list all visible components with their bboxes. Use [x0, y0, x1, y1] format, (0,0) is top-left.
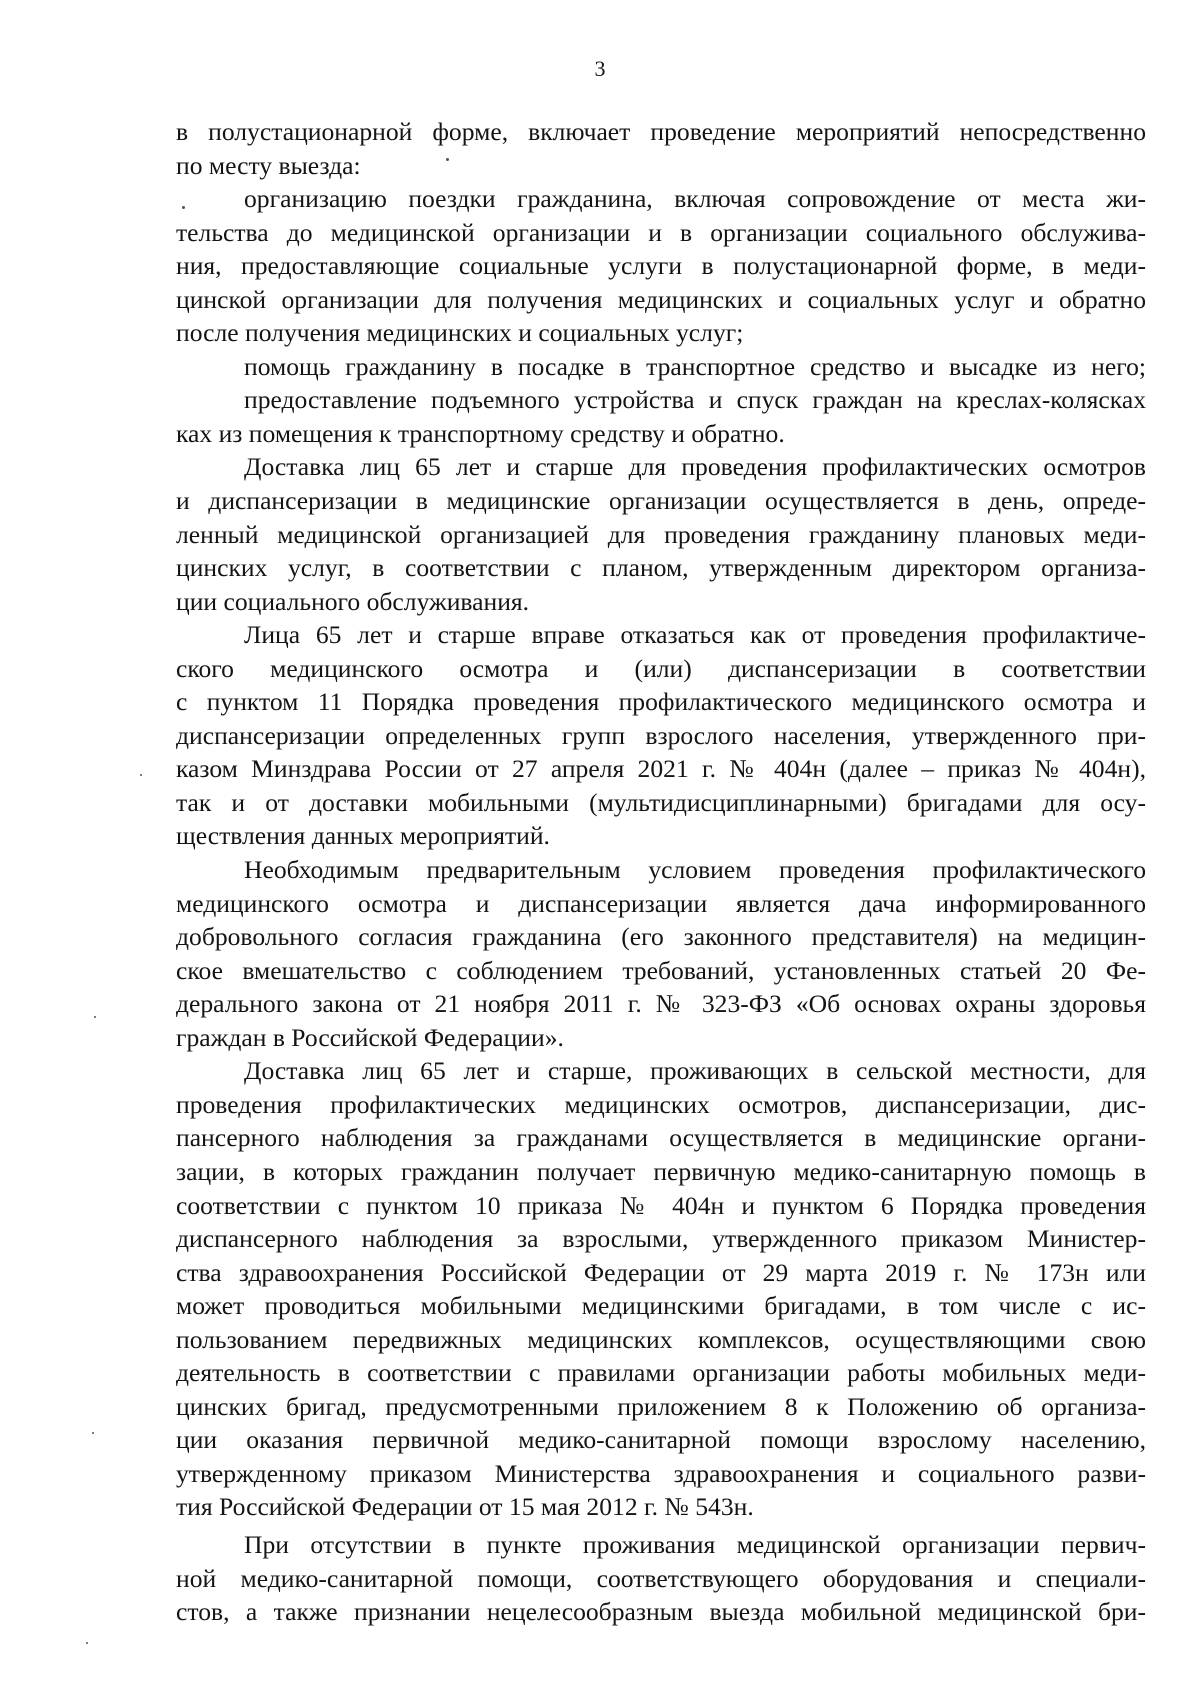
text-line: цинских бригад, предусмотренными приложением 8 к Положению об организа- [176, 1391, 1146, 1421]
text-line: деятельность в соответствии с правилами организации работы мобильных меди- [176, 1358, 1146, 1388]
text-line: утвержденному приказом Министерства здравоохранения и социального разви- [176, 1458, 1146, 1488]
text-line: При отсутствии в пункте проживания медицинской организации первич- [244, 1529, 1146, 1559]
text-line: Доставка лиц 65 лет и старше, проживающих в сельской местности, для [244, 1056, 1146, 1086]
text-line: Лица 65 лет и старше вправе отказаться как от проведения профилактиче- [244, 620, 1146, 650]
text-line: ществления данных мероприятий. [176, 821, 550, 851]
text-line: диспансерного наблюдения за взрослыми, утвержденного приказом Министер- [176, 1224, 1146, 1254]
text-line: ции социального обслуживания. [176, 586, 530, 616]
text-line: дерального закона от 21 ноября 2011 г. № 323-ФЗ «Об основах охраны здоровья [176, 989, 1146, 1019]
text-line: соответствии с пунктом 10 приказа № 404н и пунктом 6 Порядка проведения [176, 1190, 1146, 1220]
text-line: граждан в Российской Федерации». [176, 1022, 564, 1052]
text-line: предоставление подъемного устройства и спуск граждан на креслах-колясках [244, 385, 1146, 415]
text-line: медицинского осмотра и диспансеризации является дача информированного [176, 888, 1146, 918]
text-line: так и от доставки мобильными (мультидисциплинарными) бригадами для осу- [176, 787, 1146, 817]
scan-speck [94, 1016, 96, 1018]
text-line: ства здравоохранения Российской Федерации от 29 марта 2019 г. № 173н или [176, 1257, 1146, 1287]
text-line: добровольного согласия гражданина (его законного представителя) на медицин- [176, 922, 1146, 952]
text-line: ское вмешательство с соблюдением требований, установленных статьей 20 Фе- [176, 955, 1146, 985]
text-line: с пунктом 11 Порядка проведения профилактического медицинского осмотра и [176, 687, 1146, 717]
text-line: ках из помещения к транспортному средству и обратно. [176, 418, 785, 448]
text-line: ной медико-санитарной помощи, соответствующего оборудования и специали- [176, 1563, 1146, 1593]
text-line: зации, в которых гражданин получает первичную медико-санитарную помощь в [176, 1156, 1146, 1186]
text-line: казом Минздрава России от 27 апреля 2021 г. № 404н (далее – приказ № 404н), [176, 754, 1146, 784]
text-line: ния, предоставляющие социальные услуги в полустационарной форме, в меди- [176, 251, 1146, 281]
body-text [176, 115, 1146, 1629]
scan-speck [182, 206, 185, 209]
text-line: тельства до медицинской организации и в организации социального обслужива- [176, 217, 1146, 247]
scan-speck [446, 158, 449, 161]
text-line: тия Российской Федерации от 15 мая 2012 г. № 543н. [176, 1492, 754, 1522]
text-line: пользованием передвижных медицинских комплексов, осуществляющими свою [176, 1324, 1146, 1354]
text-line: Доставка лиц 65 лет и старше для проведения профилактических осмотров [244, 452, 1146, 482]
text-line: цинских услуг, в соответствии с планом, утвержденным директором организа- [176, 553, 1146, 583]
scan-speck [86, 1642, 88, 1644]
text-line: по месту выезда: [176, 150, 361, 180]
text-line: стов, а также признании нецелесообразным выезда мобильной медицинской бри- [176, 1597, 1146, 1627]
text-line: диспансеризации определенных групп взрослого населения, утвержденного при- [176, 720, 1146, 750]
text-line: организацию поездки гражданина, включая сопровождение от места жи- [244, 184, 1146, 214]
scan-speck [140, 774, 142, 776]
text-line: помощь гражданину в посадке в транспортное средство и высадке из него; [244, 351, 1146, 381]
scan-speck [92, 1432, 94, 1434]
text-line: и диспансеризации в медицинские организации осуществляется в день, опреде- [176, 486, 1146, 516]
text-line: после получения медицинских и социальных услуг; [176, 318, 744, 348]
text-line: может проводиться мобильными медицинскими бригадами, в том числе с ис- [176, 1291, 1146, 1321]
text-line: ленный медицинской организацией для проведения гражданину плановых меди- [176, 519, 1146, 549]
text-line: в полустационарной форме, включает проведение мероприятий непосредственно [176, 117, 1146, 146]
page-number: 3 [594, 56, 606, 81]
text-line: ции оказания первичной медико-санитарной помощи взрослому населению, [176, 1425, 1146, 1455]
text-line: цинской организации для получения медицинских и социальных услуг и обратно [176, 284, 1146, 314]
text-line: Необходимым предварительным условием проведения профилактического [244, 855, 1146, 885]
text-line: пансерного наблюдения за гражданами осуществляется в медицинские органи- [176, 1123, 1146, 1153]
text-line: ского медицинского осмотра и (или) диспансеризации в соответствии [176, 653, 1146, 683]
text-line: проведения профилактических медицинских осмотров, диспансеризации, дис- [176, 1089, 1146, 1119]
